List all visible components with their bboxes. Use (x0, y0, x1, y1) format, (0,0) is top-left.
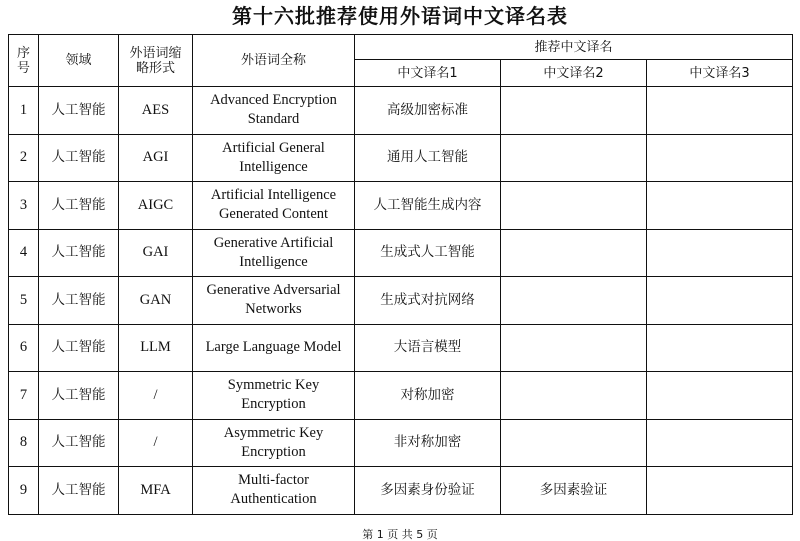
cell-name1: 通用人工智能 (355, 134, 501, 182)
cell-full-name: Artificial General Intelligence (193, 134, 355, 182)
cell-seq: 9 (9, 467, 39, 515)
terms-table (8, 34, 793, 515)
table-row (9, 229, 793, 277)
cell-name1: 生成式对抗网络 (355, 277, 501, 325)
header-seq: 序号 (9, 35, 39, 87)
cell-name3 (647, 419, 793, 467)
cell-abbr: GAN (119, 277, 193, 325)
cell-name2 (501, 87, 647, 135)
cell-name3 (647, 467, 793, 515)
header-name3: 中文译名3 (647, 60, 793, 87)
table-row (9, 277, 793, 325)
cell-name1: 人工智能生成内容 (355, 182, 501, 230)
cell-name2 (501, 419, 647, 467)
cell-name3 (647, 134, 793, 182)
cell-name1: 高级加密标准 (355, 87, 501, 135)
cell-field: 人工智能 (39, 419, 119, 467)
page-footer: 第 1 页 共 5 页 (362, 528, 438, 541)
cell-name3 (647, 277, 793, 325)
cell-seq: 3 (9, 182, 39, 230)
cell-field: 人工智能 (39, 324, 119, 372)
cell-full-name: Generative Adversarial Networks (193, 277, 355, 325)
header-name1: 中文译名1 (355, 60, 501, 87)
cell-name3 (647, 182, 793, 230)
cell-abbr: / (119, 372, 193, 420)
cell-abbr: AIGC (119, 182, 193, 230)
cell-seq: 6 (9, 324, 39, 372)
cell-name2 (501, 182, 647, 230)
cell-seq: 1 (9, 87, 39, 135)
header-abbr: 外语词缩略形式 (119, 35, 193, 87)
cell-name3 (647, 324, 793, 372)
cell-name1: 非对称加密 (355, 419, 501, 467)
cell-seq: 7 (9, 372, 39, 420)
cell-full-name: Advanced Encryption Standard (193, 87, 355, 135)
header-field: 领域 (39, 35, 119, 87)
cell-name2 (501, 134, 647, 182)
cell-name1: 对称加密 (355, 372, 501, 420)
header-recommended: 推荐中文译名 (355, 35, 793, 60)
cell-name2 (501, 277, 647, 325)
cell-abbr: AGI (119, 134, 193, 182)
cell-field: 人工智能 (39, 277, 119, 325)
cell-seq: 8 (9, 419, 39, 467)
header-full: 外语词全称 (193, 35, 355, 87)
table-row (9, 372, 793, 420)
table-row (9, 467, 793, 515)
cell-full-name: Large Language Model (193, 324, 355, 372)
cell-abbr: / (119, 419, 193, 467)
cell-name1: 生成式人工智能 (355, 229, 501, 277)
table-row (9, 182, 793, 230)
cell-field: 人工智能 (39, 87, 119, 135)
cell-name1: 大语言模型 (355, 324, 501, 372)
cell-field: 人工智能 (39, 229, 119, 277)
cell-name1: 多因素身份验证 (355, 467, 501, 515)
cell-name2 (501, 372, 647, 420)
cell-abbr: GAI (119, 229, 193, 277)
table-row (9, 324, 793, 372)
cell-name2: 多因素验证 (501, 467, 647, 515)
cell-seq: 5 (9, 277, 39, 325)
cell-field: 人工智能 (39, 182, 119, 230)
cell-full-name: Artificial Intelligence Generated Content (193, 182, 355, 230)
page-title: 第十六批推荐使用外语词中文译名表 (232, 4, 568, 28)
cell-full-name: Asymmetric Key Encryption (193, 419, 355, 467)
cell-name2 (501, 229, 647, 277)
cell-name3 (647, 372, 793, 420)
header-name2: 中文译名2 (501, 60, 647, 87)
cell-abbr: AES (119, 87, 193, 135)
table-row (9, 87, 793, 135)
cell-name3 (647, 229, 793, 277)
table-row (9, 419, 793, 467)
cell-name2 (501, 324, 647, 372)
cell-seq: 4 (9, 229, 39, 277)
cell-name3 (647, 87, 793, 135)
cell-full-name: Generative Artificial Intelligence (193, 229, 355, 277)
cell-field: 人工智能 (39, 467, 119, 515)
cell-full-name: Multi-factor Authentication (193, 467, 355, 515)
table-row (9, 134, 793, 182)
cell-field: 人工智能 (39, 372, 119, 420)
cell-abbr: LLM (119, 324, 193, 372)
cell-field: 人工智能 (39, 134, 119, 182)
cell-full-name: Symmetric Key Encryption (193, 372, 355, 420)
cell-abbr: MFA (119, 467, 193, 515)
cell-seq: 2 (9, 134, 39, 182)
